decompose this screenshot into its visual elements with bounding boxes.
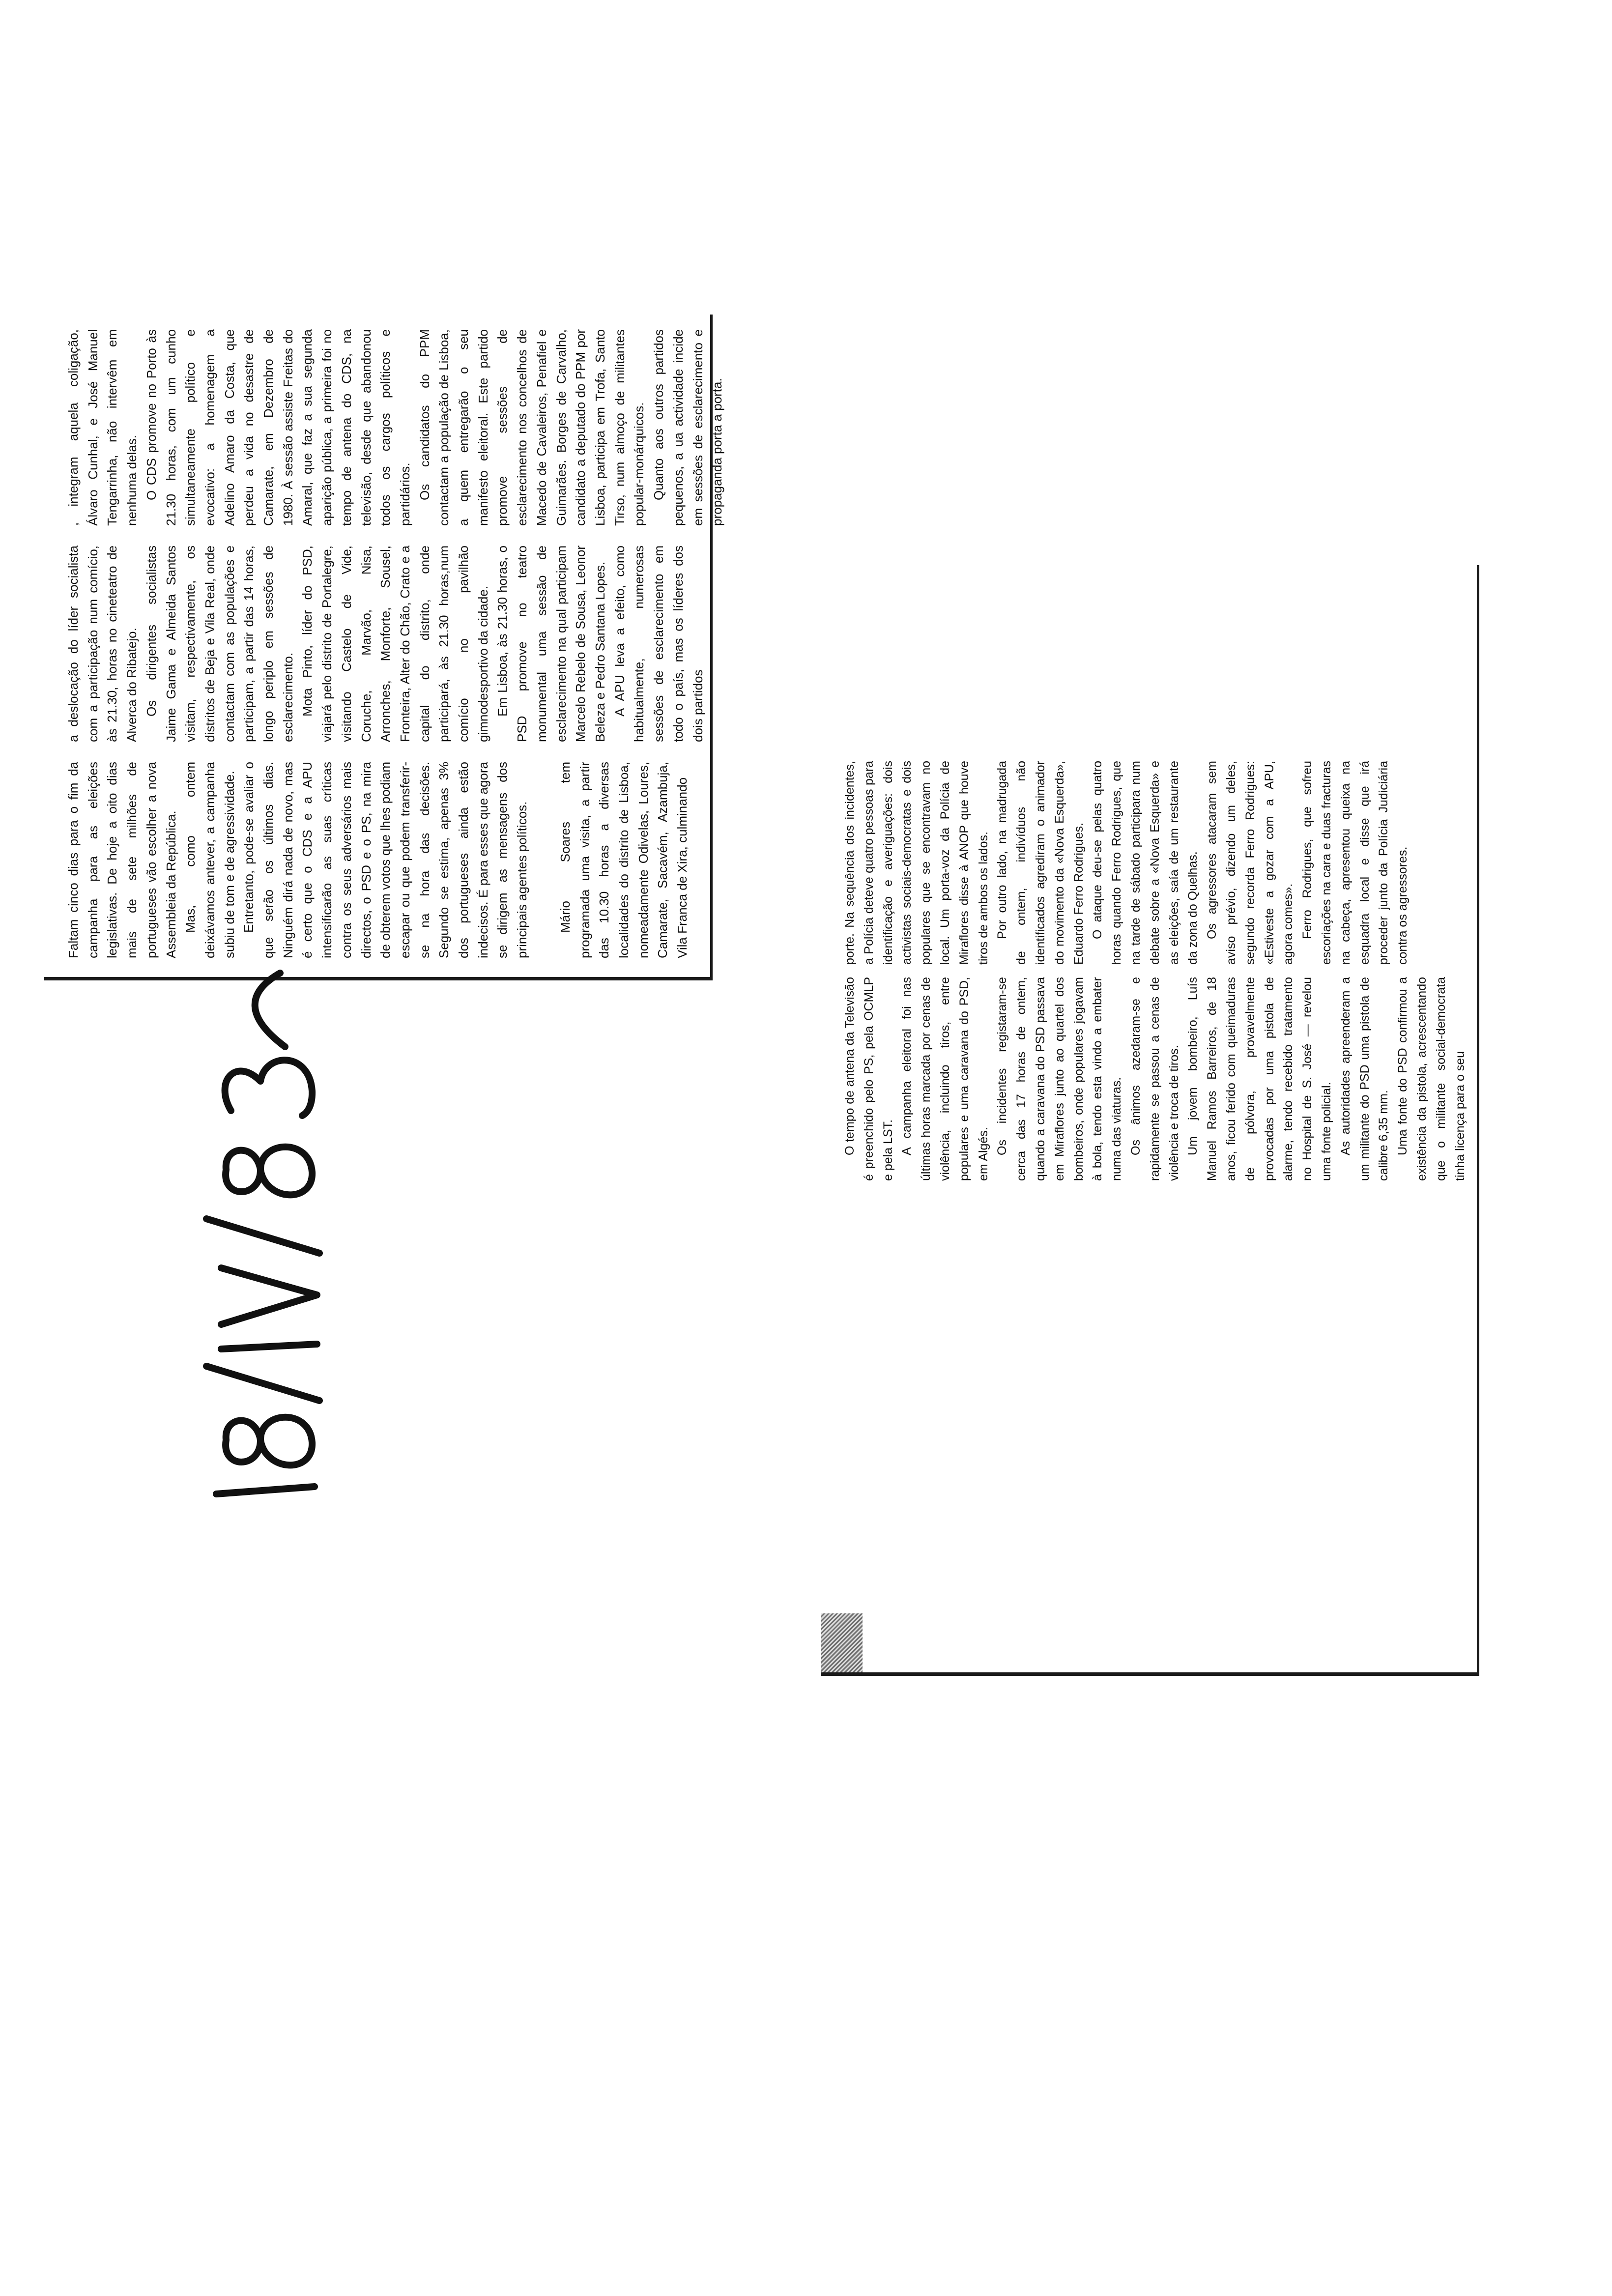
paragraph: Em Lisboa, às 21.30 horas, o PSD promove no teatro monumental uma sessão de esclarecimento na qual participam Marcelo Rebelo de Sousa, Leonor Beleza e Pedro Santana Lopes. <box>495 545 607 742</box>
lower-clipping-column-1 <box>840 977 1469 1181</box>
paragraph: a deslocação do líder socialista com a participação num comício, às 21.30, horas no cineteatro de Alverca do Ribatejo. <box>66 545 140 742</box>
upper-clipping-column-2 <box>64 545 708 742</box>
paragraph: porte. Na sequência dos incidentes, a Polícia deteve quatro pessoas para identificação e averiguações: dois activistas sociais-democratas e dois populares que se encontravam no local. Um porta-voz da Polícia de Miraflores disse à ANOP que houve tiros de ambos os lados. <box>843 761 990 965</box>
scan-shading <box>821 1613 863 1672</box>
upper-newspaper-clipping <box>44 315 725 980</box>
paragraph: A APU leva a efeito, como habitualmente, numerosas sessões de esclarecimento em todo o país, mas os líderes dos dois partidos <box>612 545 705 742</box>
paragraph: Os incidentes registaram-se cerca das 17 horas de ontem, quando a caravana do PSD passava em Miraflores junto ao quartel dos bombeiros, onde populares jogavam à bola, tendo esta vindo a embater numa das viaturas. <box>995 977 1124 1181</box>
paragraph: Quanto aos outros partidos pequenos, a ua actividade incide em sessões de esclarecimento e propaganda porta a porta. <box>651 329 725 526</box>
paragraph: Um jovem bombeiro, Luís Manuel Ramos Barreiros, de 18 anos, ficou ferido com queimaduras de pólvora, provavelmente provocadas por uma pistola de alarme, tendo recebido tratamento no Hospital de S. José — revelou uma fonte policial. <box>1186 977 1333 1181</box>
upper-clipping-column-1 <box>64 762 692 958</box>
paragraph: Mário Soares tem programada uma visita, a partir das 10.30 horas a diversas localidades do distrito de Lisboa, nomeadamente Odivelas, Loures, Camarate, Sacavém, Azambuja, Vila Franca de Xira, culminando <box>557 762 690 958</box>
paragraph: O tempo de antena da Televisão é preenchido pelo PS, pela OCMLP e pela LST. <box>843 977 895 1181</box>
paragraph: Mas, como ontem deixávamos antever, a campanha subiu de tom e de agressividade. <box>183 762 237 958</box>
paragraph: Faltam cinco dias para o fim da campanha para as eleições legislativas. De hoje a oito dias mais de sete milhões de portugueses vão escolher a nova Assembleia da República. <box>66 762 178 958</box>
paragraph: Uma fonte do PSD confirmou a existência da pistola, acrescentando que o militante social-democrata tinha licença para o seu <box>1396 977 1467 1181</box>
upper-clipping-column-3 <box>64 329 727 526</box>
paragraph: A campanha eleitoral foi nas últimas horas marcada por cenas de violência, incluindo tiros, entre populares e uma caravana do PSD, em Algés. <box>900 977 990 1181</box>
handwritten-date-annotation <box>187 944 329 1514</box>
paragraph: Por outro lado, na madrugada de ontem, indivíduos não identificados agrediram o animador do movimento da «Nova Esquerda», Eduardo Ferro Rodrigues. <box>995 761 1086 965</box>
paragraph: Os agressores atacaram sem aviso prévio, dizendo um deles, segundo recorda Ferro Rodrigues: «Estiveste a gozar com a APU, agora comes». <box>1205 761 1295 965</box>
lower-clipping-column-2 <box>840 761 1412 965</box>
paragraph: Entretanto, pode-se avaliar o que serão os últimos dias. Ninguém dirá nada de novo, mas é certo que o CDS e a APU intensificarão as suas críticas contra os seus adversários mais directos, o PSD e o PS, na mira de obterem votos que lhes podiam escapar ou que podem transferir-se na hora das decisões. Segundo se estima, apenas 3% dos portugueses ainda estão indecisos. É para esses que agora se dirigem as mensagens dos principais agentes políticos. <box>241 762 530 958</box>
paragraph: As autoridades apreenderam a um militante do PSD uma pistola de calibre 6,35 mm. <box>1338 977 1391 1181</box>
paragraph: , integram aquela coligação, Álvaro Cunhal, e José Manuel Tengarrinha, não intervêm em nenhuma delas. <box>66 329 140 526</box>
handwriting-strokes <box>187 944 329 1514</box>
paragraph: Os candidatos do PPM contactam a população de Lisboa, a quem entregarão o seu manifesto eleitoral. Este partido promove sessões de esclarecimento nos concelhos de Macedo de Cavaleiros, Penafiel e Guimarães. Borges de Carvalho, candidato a deputado do PPM por Lisboa, participa em Trofa, Santo Tirso, num almoço de militantes popular-monárquicos. <box>417 329 647 526</box>
lower-newspaper-clipping <box>821 565 1479 1676</box>
paragraph: Os ânimos azedaram-se e rapidamente se passou a cenas de violência e troca de tiros. <box>1128 977 1181 1181</box>
paragraph: Ferro Rodrigues, que sofreu escoriações na cara e duas fracturas na cabeça, apresentou queixa na esquadra local e disse que irá proceder junto da Polícia Judiciária contra os agressores. <box>1300 761 1410 965</box>
paragraph: Os dirigentes socialistas Jaime Gama e Almeida Santos visitam, respectivamente, os distritos de Beja e Vila Real, onde contactam com as populações e participam, a partir das 14 horas, longo periplo em sessões de esclarecimento. <box>144 545 295 742</box>
paragraph: Mota Pinto, líder do PSD, viajará pelo distrito de Portalegre, visitando Castelo de Vide, Coruche, Marvão, Nisa, Arronches, Monforte, Sousel, Fronteira, Alter do Chão, Crato e a capital do distrito, onde participará, às 21.30 horas,num comício no pavilhão gimnodesportivo da cidade. <box>300 545 490 742</box>
paragraph: O CDS promove no Porto às 21.30 horas, com um cunho simultaneamente político e evocativo: a homenagem a Adelino Amaro da Costa, que perdeu a vida no desastre de Camarate, em Dezembro de 1980. À sessão assiste Freitas do Amaral, que faz a sua segunda aparição pública, a primeira foi no tempo de antena do CDS, na televisão, desde que abandonou todos os cargos políticos e partidários. <box>144 329 412 526</box>
paragraph: O ataque deu-se pelas quatro horas quando Ferro Rodrigues, que na tarde de sábado participara num debate sobre a «Nova Esquerda» e as eleições, saía de um restaurante da zona do Quelhas. <box>1091 761 1200 965</box>
